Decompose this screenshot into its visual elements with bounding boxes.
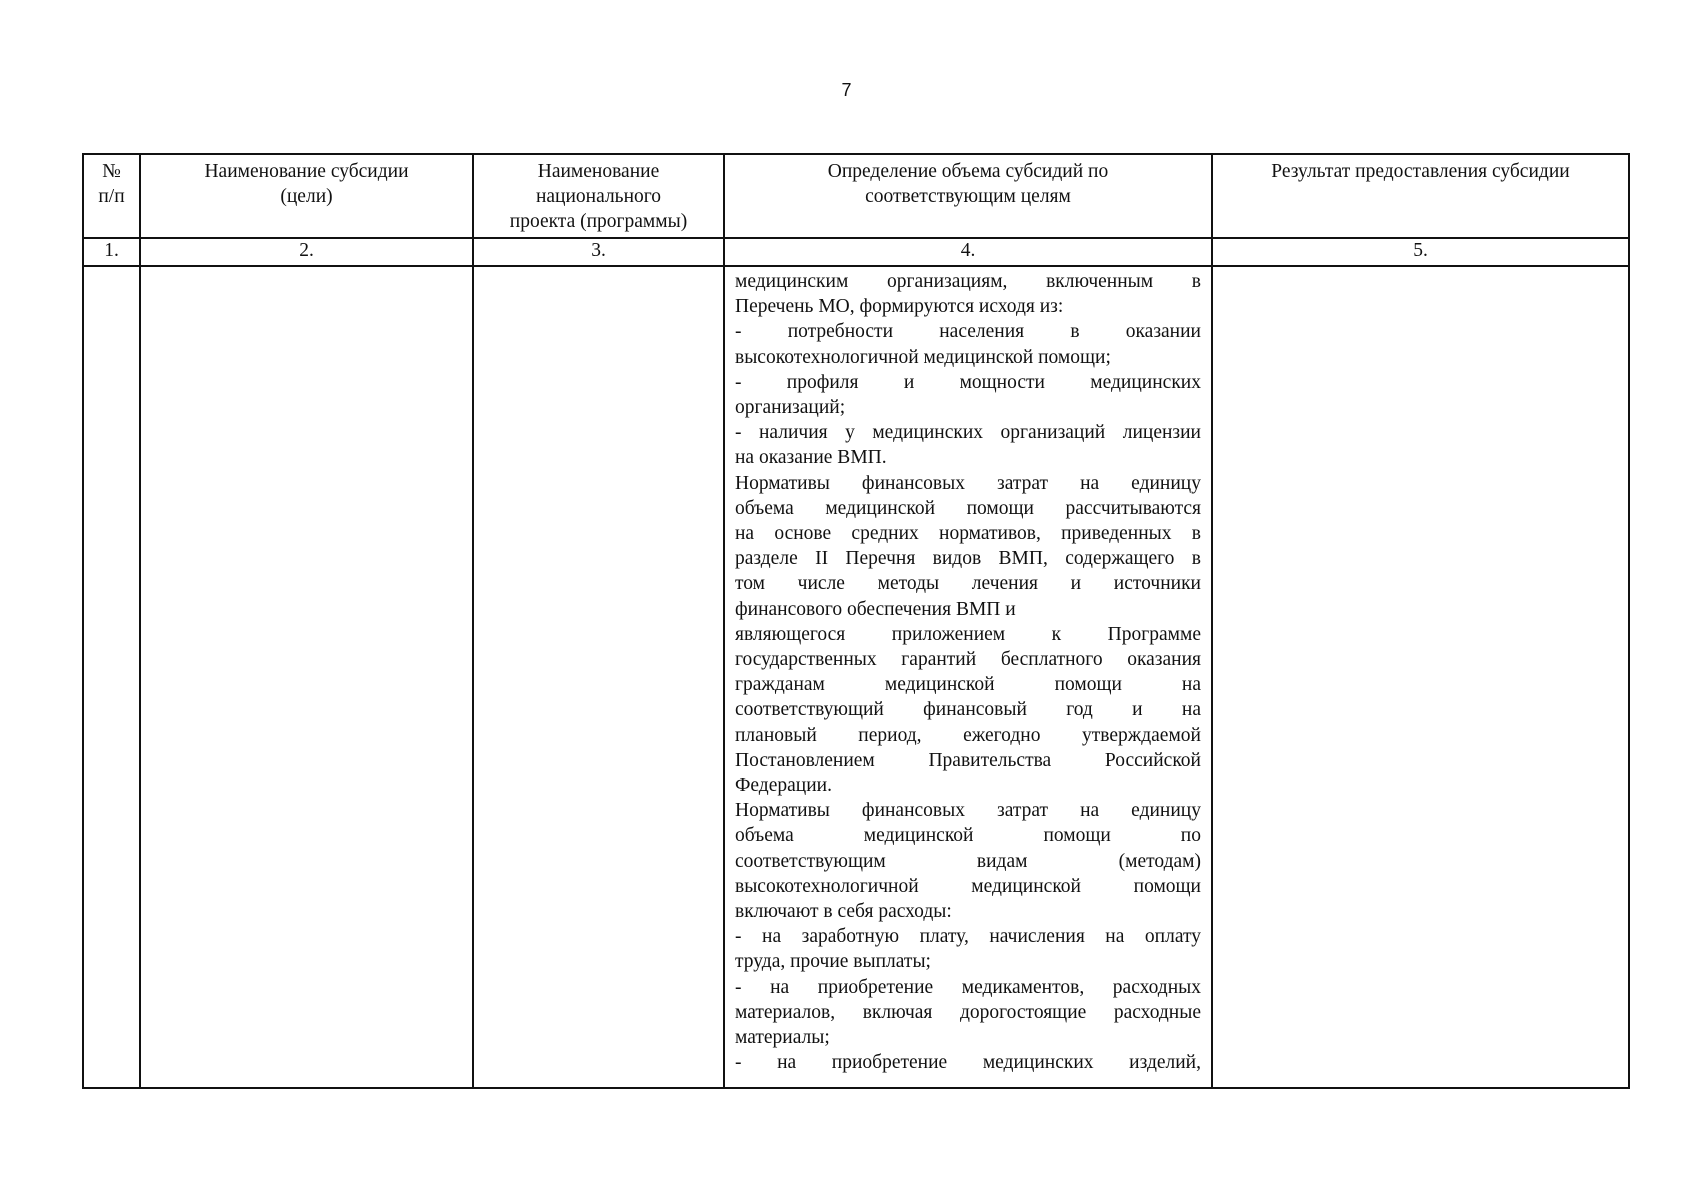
text-line: являющегося приложением к Программе <box>735 623 1201 645</box>
text-line: материалы; <box>735 1027 830 1049</box>
text-line: плановый период, ежегодно утверждаемой <box>735 724 1201 746</box>
text-line: на основе средних нормативов, приведенных в <box>735 523 1201 545</box>
header-line: п/п <box>98 186 125 208</box>
text-line: - на приобретение медицинских изделий, <box>735 1052 1201 1074</box>
header-subsidy-name <box>140 154 473 238</box>
table-row <box>83 266 1629 1088</box>
header-subsidy-result <box>1212 154 1629 238</box>
text-line: материалов, включая дорогостоящие расходные <box>735 1001 1201 1023</box>
header-line: Результат предоставления субсидии <box>1271 161 1570 182</box>
column-number: 2. <box>140 238 473 266</box>
text-line: соответствующим видам (методам) <box>735 850 1201 872</box>
cell-number <box>83 266 140 1088</box>
text-line: Федерации. <box>735 775 832 797</box>
text-line: Перечень МО, формируются исходя из: <box>735 296 1064 318</box>
text-line: на оказание ВМП. <box>735 447 887 469</box>
column-number-row <box>83 238 1629 266</box>
text-line: разделе II Перечня видов ВМП, содержащего в <box>735 548 1201 570</box>
header-line: Определение объема субсидий по <box>827 161 1109 182</box>
subsidy-table <box>82 153 1630 1089</box>
text-line: - профиля и мощности медицинских <box>735 371 1201 393</box>
text-line: - на заработную плату, начисления на оплату <box>735 926 1201 948</box>
header-line: Наименование субсидии <box>204 161 409 182</box>
text-line: высокотехнологичной медицинской помощи <box>735 875 1201 897</box>
text-line: включают в себя расходы: <box>735 901 952 923</box>
column-number: 1. <box>83 238 140 266</box>
text-line: Нормативы финансовых затрат на единицу <box>735 472 1201 494</box>
text-line: труда, прочие выплаты; <box>735 951 931 973</box>
header-line: Наименование <box>537 161 660 182</box>
text-line: гражданам медицинской помощи на <box>735 674 1201 696</box>
text-line: - наличия у медицинских организаций лицензии <box>735 422 1201 444</box>
text-line: - потребности населения в оказании <box>735 321 1201 343</box>
text-line: Нормативы финансовых затрат на единицу <box>735 800 1201 822</box>
text-line: соответствующий финансовый год и на <box>735 699 1201 721</box>
column-number: 5. <box>1212 238 1629 266</box>
cell-subsidy-result <box>1212 266 1629 1088</box>
text-line: государственных гарантий бесплатного оказания <box>735 649 1201 671</box>
header-line: соответствующим целям <box>865 186 1071 208</box>
text-line: Постановлением Правительства Российской <box>735 749 1201 771</box>
header-line: национального <box>535 186 662 208</box>
text-line: объема медицинской помощи по <box>735 825 1201 847</box>
text-line: том числе методы лечения и источники <box>735 573 1201 595</box>
column-number: 3. <box>473 238 724 266</box>
header-subsidy-volume <box>724 154 1212 238</box>
text-line: финансового обеспечения ВМП и <box>735 598 1016 620</box>
header-line: (цели) <box>280 186 333 208</box>
text-line: высокотехнологичной медицинской помощи; <box>735 346 1111 368</box>
text-line: медицинским организациям, включенным в <box>735 271 1201 292</box>
cell-subsidy-name <box>140 266 473 1088</box>
text-line: организаций; <box>735 397 846 419</box>
text-line: объема медицинской помощи рассчитываются <box>735 497 1201 519</box>
header-number <box>83 154 140 238</box>
header-line: проекта (программы) <box>509 211 688 233</box>
table-header-row <box>83 154 1629 238</box>
cell-national-project <box>473 266 724 1088</box>
header-line: № <box>102 161 121 182</box>
header-national-project <box>473 154 724 238</box>
text-line: - на приобретение медикаментов, расходных <box>735 976 1201 998</box>
cell-subsidy-volume <box>724 266 1212 1088</box>
page-number: 7 <box>841 80 852 100</box>
column-number: 4. <box>724 238 1212 266</box>
